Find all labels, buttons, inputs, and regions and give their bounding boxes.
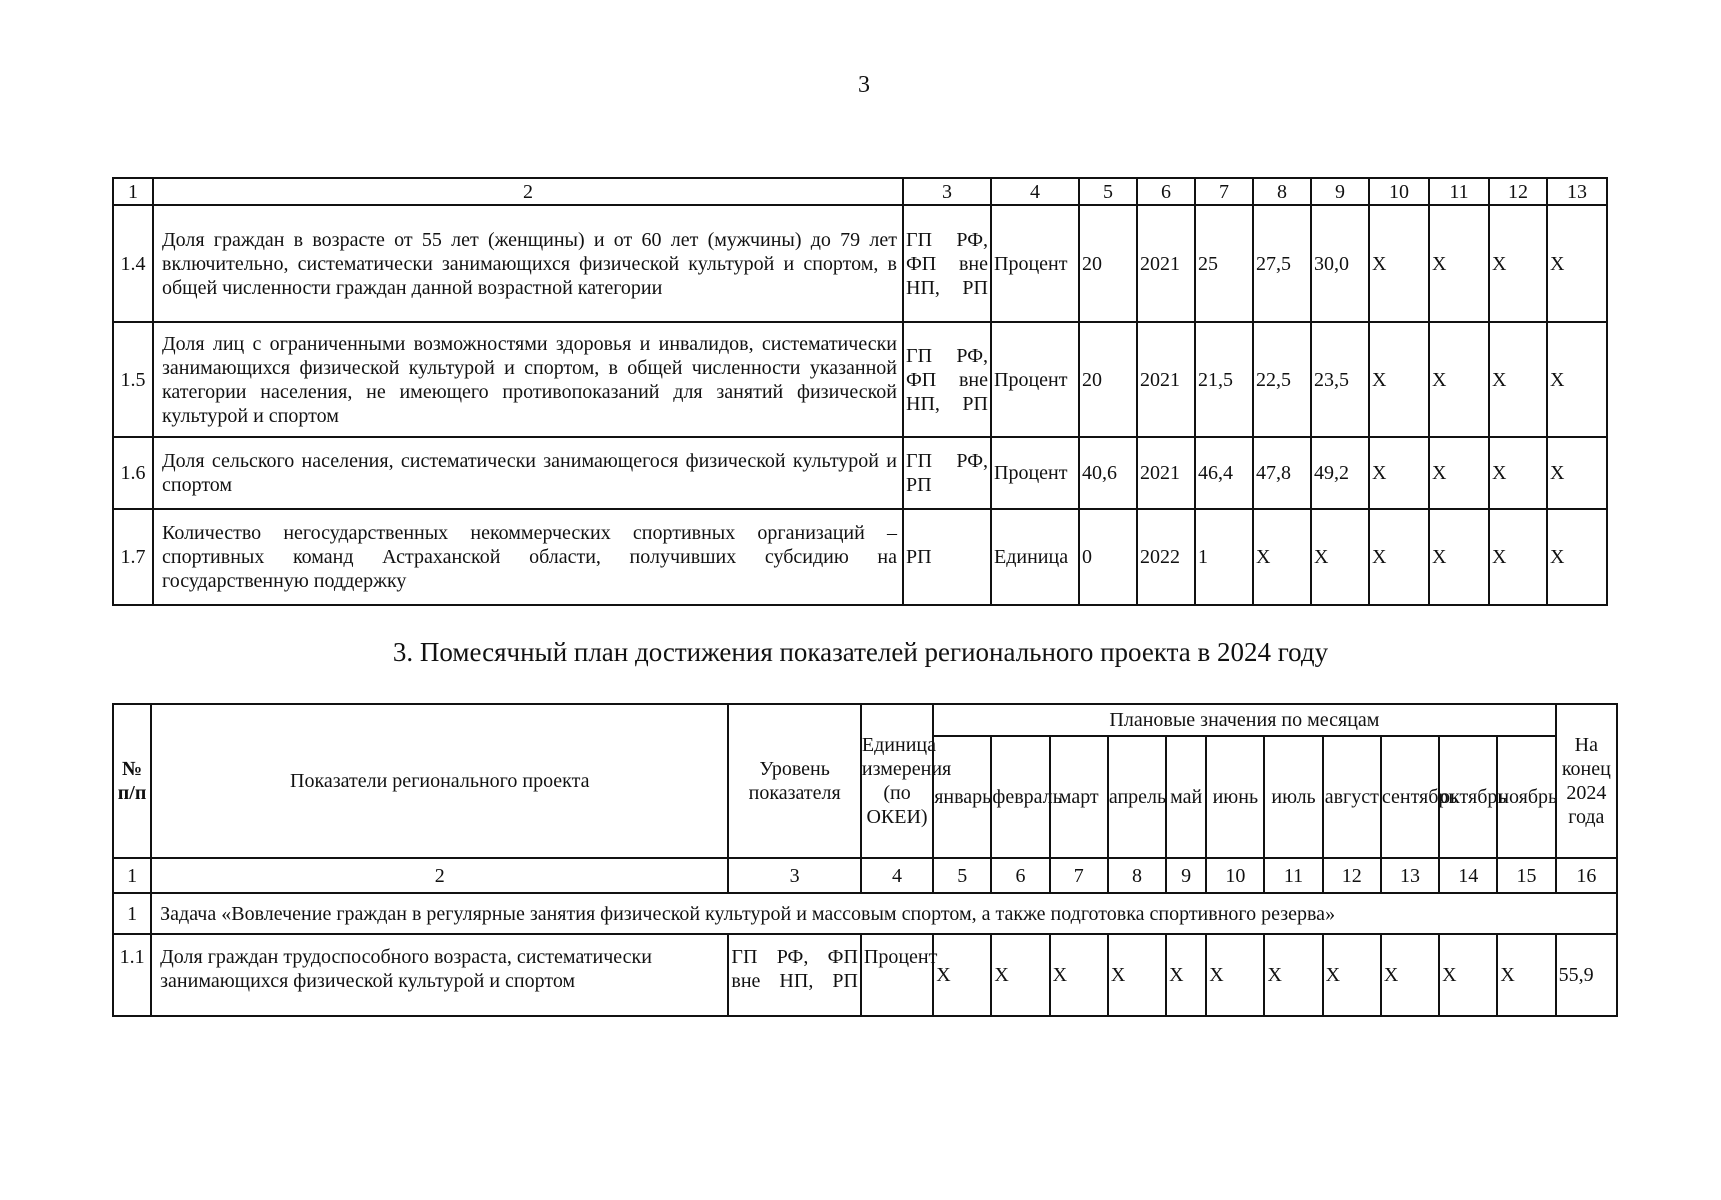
value-cell: X bbox=[1369, 437, 1429, 509]
month-value: X bbox=[933, 934, 991, 1016]
table-row bbox=[113, 205, 1607, 322]
col-number: 5 bbox=[1079, 178, 1137, 205]
col-number: 6 bbox=[991, 858, 1049, 893]
col-number: 11 bbox=[1429, 178, 1489, 205]
header-monthly-values: Плановые значения по месяцам bbox=[933, 704, 1555, 736]
month-header: март bbox=[1050, 736, 1108, 858]
header-indicators: Показатели регионального проекта bbox=[151, 704, 728, 858]
col-number: 9 bbox=[1311, 178, 1369, 205]
base-value: 20 bbox=[1079, 205, 1137, 322]
header-number: № п/п bbox=[113, 704, 151, 858]
task-row bbox=[113, 893, 1617, 934]
indicator-level: РП bbox=[903, 509, 991, 605]
month-header: апрель bbox=[1108, 736, 1166, 858]
value-cell: 27,5 bbox=[1253, 205, 1311, 322]
month-value: X bbox=[1439, 934, 1497, 1016]
value-cell: 23,5 bbox=[1311, 322, 1369, 437]
unit: Процент bbox=[991, 205, 1079, 322]
task-text: Задача «Вовлечение граждан в регулярные занятия физической культурой и массовым спортом, а также подготовка спортивного резерва» bbox=[151, 893, 1617, 934]
month-value: X bbox=[1108, 934, 1166, 1016]
value-cell: X bbox=[1547, 205, 1607, 322]
col-number: 1 bbox=[113, 178, 153, 205]
month-value: X bbox=[1050, 934, 1108, 1016]
month-header: ноябрь bbox=[1497, 736, 1555, 858]
column-number-row bbox=[113, 178, 1607, 205]
col-number: 12 bbox=[1489, 178, 1547, 205]
header-level: Уровень показателя bbox=[728, 704, 861, 858]
col-number: 1 bbox=[113, 858, 151, 893]
value-cell: X bbox=[1369, 205, 1429, 322]
value-cell: X bbox=[1311, 509, 1369, 605]
value-cell: X bbox=[1429, 205, 1489, 322]
monthly-plan-table bbox=[112, 703, 1618, 1017]
indicator-description: Количество негосударственных некоммерческих спортивных организаций – спортивных команд Астраханской области, получивших субсидию на государственную поддержку bbox=[153, 509, 903, 605]
col-number: 14 bbox=[1439, 858, 1497, 893]
indicator-description: Доля лиц с ограниченными возможностями здоровья и инвалидов, систематически занимающихся физической культурой и спортом, в общей численности указанной категории населения, не имеющего противопоказаний для занятий физической культурой и спортом bbox=[153, 322, 903, 437]
value-cell: 47,8 bbox=[1253, 437, 1311, 509]
col-number: 12 bbox=[1323, 858, 1381, 893]
section-title: 3. Помесячный план достижения показателей регионального проекта в 2024 году bbox=[392, 637, 1329, 667]
month-header: сентябрь bbox=[1381, 736, 1439, 858]
month-header: май bbox=[1166, 736, 1206, 858]
indicator-level: ГП РФ, ФП вне НП, РП bbox=[728, 934, 861, 1016]
header-end-of-year: На конец 2024 года bbox=[1556, 704, 1617, 858]
table-row bbox=[113, 934, 1617, 1016]
month-value: X bbox=[1166, 934, 1206, 1016]
month-value: X bbox=[1323, 934, 1381, 1016]
col-number: 10 bbox=[1206, 858, 1264, 893]
indicator-level: ГП РФ, ФП вне НП, РП bbox=[903, 205, 991, 322]
indicator-level: ГП РФ, РП bbox=[903, 437, 991, 509]
end-of-year-value: 55,9 bbox=[1556, 934, 1617, 1016]
col-number: 15 bbox=[1497, 858, 1555, 893]
row-number: 1.7 bbox=[113, 509, 153, 605]
month-header: январь bbox=[933, 736, 991, 858]
base-value: 40,6 bbox=[1079, 437, 1137, 509]
row-number: 1.5 bbox=[113, 322, 153, 437]
month-value: X bbox=[1381, 934, 1439, 1016]
header-unit: Единица измерения (по ОКЕИ) bbox=[861, 704, 933, 858]
col-number: 2 bbox=[151, 858, 728, 893]
col-number: 9 bbox=[1166, 858, 1206, 893]
col-number: 8 bbox=[1253, 178, 1311, 205]
header-row bbox=[113, 704, 1617, 736]
column-number-row bbox=[113, 858, 1617, 893]
base-value: 0 bbox=[1079, 509, 1137, 605]
month-value: X bbox=[1264, 934, 1322, 1016]
value-cell: X bbox=[1547, 509, 1607, 605]
unit: Единица bbox=[991, 509, 1079, 605]
unit: Процент bbox=[991, 437, 1079, 509]
col-number: 4 bbox=[861, 858, 933, 893]
value-cell: 46,4 bbox=[1195, 437, 1253, 509]
col-number: 13 bbox=[1381, 858, 1439, 893]
month-value: X bbox=[1497, 934, 1555, 1016]
col-number: 3 bbox=[903, 178, 991, 205]
indicators-table-continued bbox=[112, 177, 1608, 606]
value-cell: X bbox=[1489, 509, 1547, 605]
unit: Процент bbox=[991, 322, 1079, 437]
value-cell: 21,5 bbox=[1195, 322, 1253, 437]
value-cell: X bbox=[1489, 205, 1547, 322]
value-cell: 22,5 bbox=[1253, 322, 1311, 437]
value-cell: X bbox=[1429, 437, 1489, 509]
col-number: 5 bbox=[933, 858, 991, 893]
value-cell: X bbox=[1369, 509, 1429, 605]
value-cell: X bbox=[1489, 437, 1547, 509]
value-cell: 49,2 bbox=[1311, 437, 1369, 509]
row-number: 1.1 bbox=[113, 934, 151, 1016]
value-cell: X bbox=[1489, 322, 1547, 437]
month-value: X bbox=[1206, 934, 1264, 1016]
table-row bbox=[113, 437, 1607, 509]
table-row bbox=[113, 322, 1607, 437]
indicator-name: Доля граждан трудоспособного возраста, систематически занимающихся физической культурой и спортом bbox=[151, 934, 728, 1016]
col-number: 3 bbox=[728, 858, 861, 893]
month-header: август bbox=[1323, 736, 1381, 858]
value-cell: 25 bbox=[1195, 205, 1253, 322]
unit: Процент bbox=[861, 934, 933, 1016]
base-year: 2022 bbox=[1137, 509, 1195, 605]
task-number: 1 bbox=[113, 893, 151, 934]
value-cell: X bbox=[1429, 322, 1489, 437]
indicator-description: Доля сельского населения, систематически занимающегося физической культурой и спортом bbox=[153, 437, 903, 509]
col-number: 10 bbox=[1369, 178, 1429, 205]
month-value: X bbox=[991, 934, 1049, 1016]
indicator-description: Доля граждан в возрасте от 55 лет (женщины) и от 60 лет (мужчины) до 79 лет включительно, систематически занимающихся физической культурой и спортом, в общей численности граждан данной возрастной категории bbox=[153, 205, 903, 322]
table-row bbox=[113, 509, 1607, 605]
indicator-level: ГП РФ, ФП вне НП, РП bbox=[903, 322, 991, 437]
value-cell: X bbox=[1253, 509, 1311, 605]
base-year: 2021 bbox=[1137, 205, 1195, 322]
value-cell: X bbox=[1547, 322, 1607, 437]
col-number: 7 bbox=[1050, 858, 1108, 893]
col-number: 11 bbox=[1264, 858, 1322, 893]
base-year: 2021 bbox=[1137, 437, 1195, 509]
col-number: 8 bbox=[1108, 858, 1166, 893]
month-header: февраль bbox=[991, 736, 1049, 858]
value-cell: X bbox=[1369, 322, 1429, 437]
col-number: 7 bbox=[1195, 178, 1253, 205]
row-number: 1.6 bbox=[113, 437, 153, 509]
base-value: 20 bbox=[1079, 322, 1137, 437]
col-number: 2 bbox=[153, 178, 903, 205]
base-year: 2021 bbox=[1137, 322, 1195, 437]
col-number: 6 bbox=[1137, 178, 1195, 205]
month-header: июль bbox=[1264, 736, 1322, 858]
value-cell: 1 bbox=[1195, 509, 1253, 605]
col-number: 13 bbox=[1547, 178, 1607, 205]
month-header: июнь bbox=[1206, 736, 1264, 858]
row-number: 1.4 bbox=[113, 205, 153, 322]
col-number: 4 bbox=[991, 178, 1079, 205]
page-number: 3 bbox=[858, 72, 870, 98]
month-header: октябрь bbox=[1439, 736, 1497, 858]
value-cell: X bbox=[1429, 509, 1489, 605]
value-cell: 30,0 bbox=[1311, 205, 1369, 322]
value-cell: X bbox=[1547, 437, 1607, 509]
col-number: 16 bbox=[1556, 858, 1617, 893]
